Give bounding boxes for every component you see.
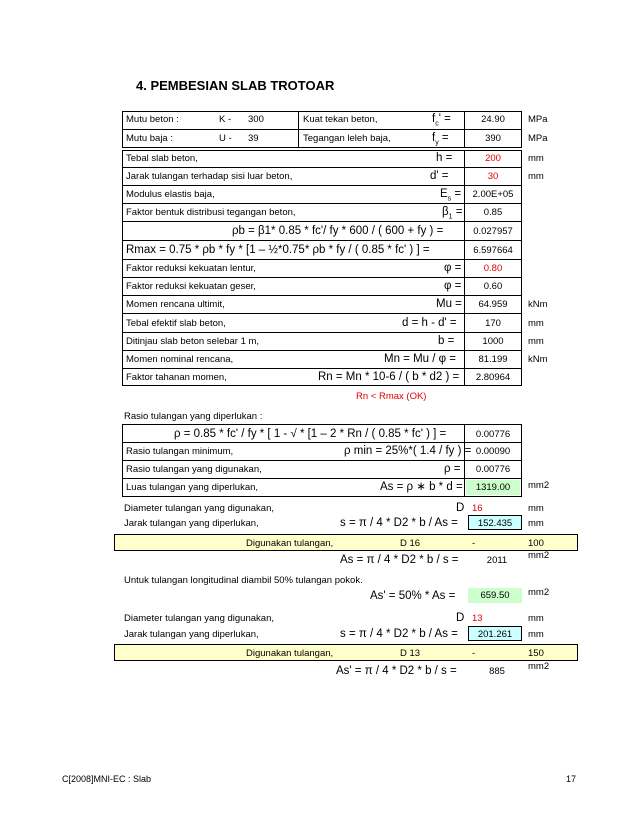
beton-grade: K - <box>219 114 232 125</box>
long-as2-value: 885 <box>489 666 505 677</box>
mu-value: 64.959 <box>478 299 508 310</box>
pokok-pakai-label: Digunakan tulangan, <box>246 538 334 549</box>
long-jarak-label: Jarak tulangan yang diperlukan, <box>124 629 259 640</box>
section-title: 4. PEMBESIAN SLAB TROTOAR <box>136 78 335 93</box>
baja-grade: U - <box>219 133 232 144</box>
rasio-pakai-eq: ρ = <box>444 463 461 475</box>
long-as-value: 659.50 <box>468 588 522 603</box>
rasio-header: Rasio tulangan yang diperlukan : <box>124 411 263 422</box>
long-jarak-eq: s = π / 4 * D2 * b / As = <box>340 628 458 640</box>
jarak-sisi-eq: d' = <box>430 170 449 182</box>
pokok-pakai-d: D 16 <box>400 538 421 549</box>
rmax-value: 6.597664 <box>473 245 513 256</box>
phi-geser-value: 0.60 <box>483 281 503 292</box>
long-jarak-value: 201.261 <box>468 626 522 641</box>
pokok-pakai-dash: - <box>472 538 476 549</box>
pokok-jarak-eq: s = π / 4 * D2 * b / As = <box>340 517 458 529</box>
phi-lentur-label: Faktor reduksi kekuatan lentur, <box>126 263 256 274</box>
long-pakai-s: 150 <box>528 648 544 659</box>
tebal-value: 200 <box>485 153 501 164</box>
long-diam-label: Diameter tulangan yang digunakan, <box>124 613 274 624</box>
jarak-sisi-value: 30 <box>487 171 499 182</box>
phi-lentur-eq: φ = <box>444 262 462 274</box>
mn-eq: Mn = Mu / φ = <box>384 353 457 365</box>
modulus-label: Modulus elastis baja, <box>126 189 215 200</box>
pokok-pakai-s: 100 <box>528 538 544 549</box>
luas-label: Luas tulangan yang diperlukan, <box>126 482 259 493</box>
long-pakai-d: D 13 <box>400 648 421 659</box>
pokok-jarak-unit: mm <box>528 518 544 529</box>
pokok-diam-label: Diameter tulangan yang digunakan, <box>124 503 274 514</box>
b-value: 1000 <box>482 336 504 347</box>
rasio-formula-value: 0.00776 <box>475 429 511 440</box>
long-as2-unit: mm2 <box>528 661 550 672</box>
pokok-jarak-label: Jarak tulangan yang diperlukan, <box>124 518 259 529</box>
jarak-sisi-label: Jarak tulangan terhadap sisi luar beton, <box>126 171 293 182</box>
pokok-diam-sym: D <box>456 502 465 514</box>
rasio-min-eq: ρ min = 25%*( 1.4 / fy ) = <box>344 445 472 457</box>
rasio-min-label: Rasio tulangan minimum, <box>126 446 234 457</box>
long-as2-eq: As' = π / 4 * D2 * b / s = <box>336 665 457 677</box>
baja-value: 390 <box>485 133 501 144</box>
baja-desc: Tegangan leleh baja, <box>303 133 391 144</box>
rmax-formula: Rmax = 0.75 * ρb * fy * [1 – ½*0.75* ρb * fy / ( 0.85 * fc' ) ] = <box>126 244 430 256</box>
pokok-as-value: 2011 <box>486 555 508 566</box>
b-eq: b = <box>438 335 455 347</box>
phi-geser-label: Faktor reduksi kekuatan geser, <box>126 281 256 292</box>
luas-unit: mm2 <box>528 480 550 491</box>
rn-eq: Rn = Mn * 10-6 / ( b * d2 ) = <box>318 371 460 383</box>
faktor-value: 0.85 <box>483 207 503 218</box>
mu-label: Momen rencana ultimit, <box>126 299 225 310</box>
long-pakai-dash: - <box>472 648 476 659</box>
long-diam-value: 13 <box>472 613 483 624</box>
mn-unit: kNm <box>528 354 548 365</box>
mn-value: 81.199 <box>478 354 508 365</box>
tebal-eq: h = <box>436 152 453 164</box>
d-eq: d = h - d' = <box>402 317 457 329</box>
baja-grade-value: 39 <box>248 133 259 144</box>
mu-unit: kNm <box>528 299 548 310</box>
pokok-diam-unit: mm <box>528 503 544 514</box>
beton-value: 24.90 <box>481 114 505 125</box>
beton-grade-value: 300 <box>248 114 264 125</box>
faktor-eq: $\beta_1$ = <box>442 206 463 221</box>
baja-symbol: $f_y$ = <box>432 132 449 147</box>
rasio-formula: ρ = 0.85 * fc' / fy * [ 1 - √ * [1 – 2 * Rn / ( 0.85 * fc' ) ] = <box>174 428 447 440</box>
rhob-formula: ρb = β1* 0.85 * fc'/ fy * 600 / ( 600 + fy ) = <box>232 225 444 237</box>
long-as-unit: mm2 <box>528 587 550 598</box>
long-pakai-box <box>114 644 578 661</box>
d-value: 170 <box>485 318 501 329</box>
luas-eq: As = ρ ∗ b * d = <box>380 481 463 493</box>
check-status: Rn < Rmax (OK) <box>356 391 427 402</box>
pokok-jarak-value: 152.435 <box>468 515 522 530</box>
phi-lentur-value: 0.80 <box>483 263 503 274</box>
beton-desc: Kuat tekan beton, <box>303 114 378 125</box>
long-as-eq: As' = 50% * As = <box>370 590 456 602</box>
modulus-eq: $E_s$ = <box>440 188 462 203</box>
footer-left: C[2008]MNI-EC : Slab <box>62 774 152 784</box>
long-pakai-label: Digunakan tulangan, <box>246 648 334 659</box>
tebal-unit: mm <box>528 153 544 164</box>
baja-label: Mutu baja : <box>126 133 173 144</box>
phi-geser-eq: φ = <box>444 280 462 292</box>
modulus-value: 2.00E+05 <box>472 189 514 200</box>
jarak-sisi-unit: mm <box>528 171 544 182</box>
pokok-as-unit: mm2 <box>528 550 550 561</box>
pokok-diam-value: 16 <box>472 503 483 514</box>
faktor-label: Faktor bentuk distribusi tegangan beton, <box>126 207 296 218</box>
page-number: 17 <box>566 774 577 784</box>
beton-unit: MPa <box>528 114 548 125</box>
mn-label: Momen nominal rencana, <box>126 354 234 365</box>
d-unit: mm <box>528 318 544 329</box>
pokok-pakai-box <box>114 534 578 551</box>
d-label: Tebal efektif slab beton, <box>126 318 226 329</box>
rasio-pakai-label: Rasio tulangan yang digunakan, <box>126 464 262 475</box>
rasio-pakai-value: 0.00776 <box>475 464 511 475</box>
tebal-label: Tebal slab beton, <box>126 153 198 164</box>
mu-eq: Mu = <box>436 298 462 310</box>
beton-label: Mutu beton : <box>126 114 179 125</box>
long-header: Untuk tulangan longitudinal diambil 50% tulangan pokok. <box>124 575 363 586</box>
b-label: Ditinjau slab beton selebar 1 m, <box>126 336 260 347</box>
baja-unit: MPa <box>528 133 548 144</box>
long-diam-unit: mm <box>528 613 544 624</box>
pokok-as-eq: As = π / 4 * D2 * b / s = <box>340 554 459 566</box>
long-jarak-unit: mm <box>528 629 544 640</box>
luas-value: 1319.00 <box>466 480 520 495</box>
beton-symbol: $f_c'$ = <box>432 113 451 128</box>
rn-value: 2.80964 <box>475 372 511 383</box>
rhob-value: 0.027957 <box>473 226 513 237</box>
rn-label: Faktor tahanan momen, <box>126 372 227 383</box>
b-unit: mm <box>528 336 544 347</box>
long-diam-sym: D <box>456 612 465 624</box>
rasio-min-value: 0.00090 <box>475 446 511 457</box>
